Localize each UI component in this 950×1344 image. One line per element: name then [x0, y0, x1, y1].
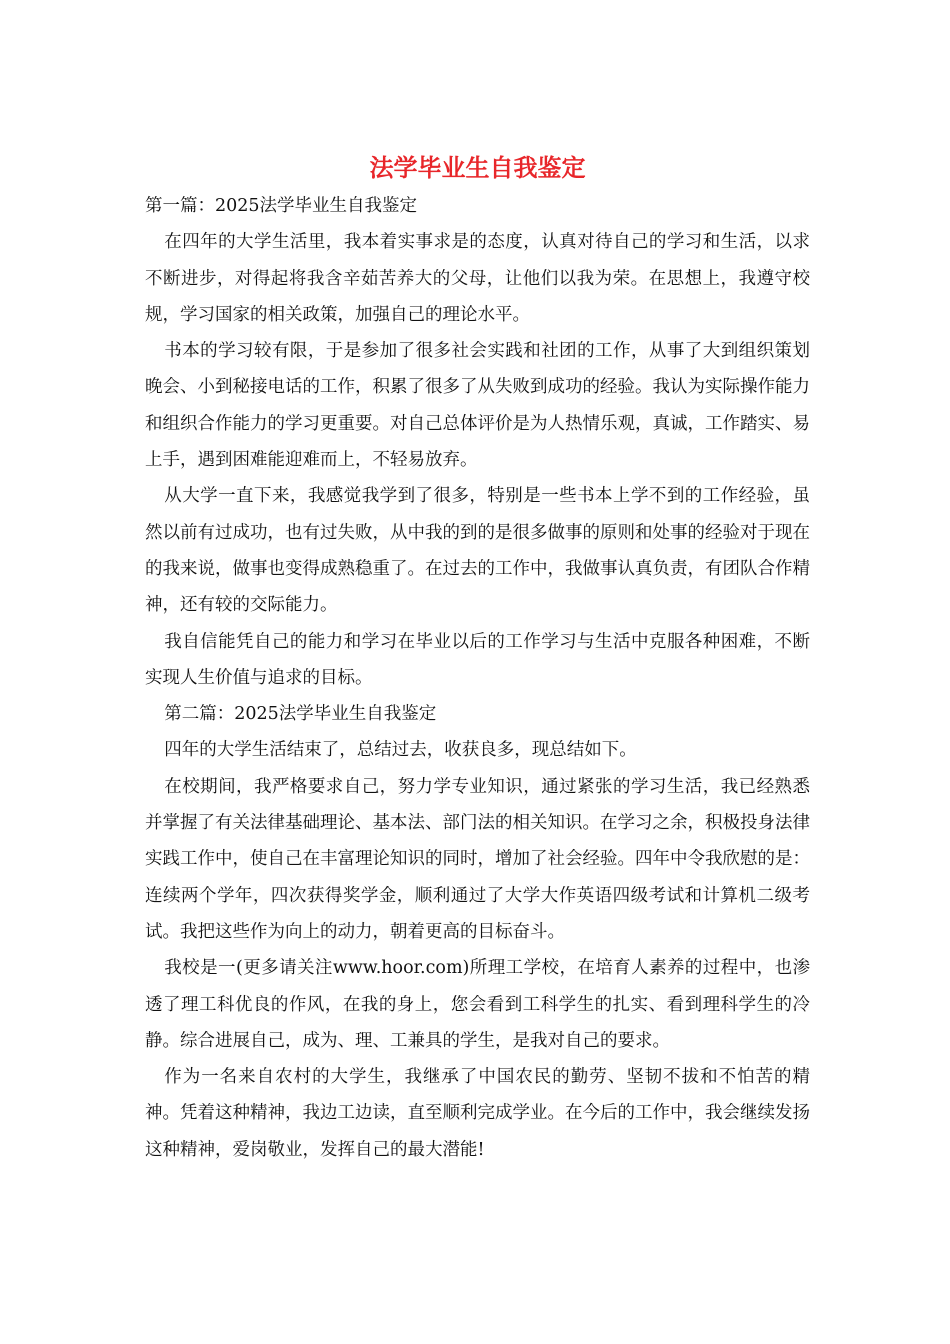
paragraph: 作为一名来自农村的大学生，我继承了中国农民的勤劳、坚韧不拔和不怕苦的精神。凭着这种精神，我边工边读，直至顺利完成学业。在今后的工作中，我会继续发扬这种精神，爱岗敬业，发挥自己的最大潜能! — [145, 1067, 810, 1160]
section-heading-1: 第一篇：2025法学毕业生自我鉴定 — [145, 196, 418, 216]
paragraph: 我自信能凭自己的能力和学习在毕业以后的工作学习与生活中克服各种困难，不断实现人生价值与追求的目标。 — [145, 631, 810, 688]
paragraph: 在校期间，我严格要求自己，努力学专业知识，通过紧张的学习生活，我已经熟悉并掌握了有关法律基础理论、基本法、部门法的相关知识。在学习之余，积极投身法律实践工作中，使自己在丰富理论知识的同时，增加了社会经验。四年中令我欣慰的是：连续两个学年，四次获得奖学金，顺利通过了大学大作英语四级考试和计算机二级考试。我把这些作为向上的动力，朝着更高的目标奋斗。 — [145, 776, 810, 942]
document-title: 法学毕业生自我鉴定 — [369, 153, 586, 182]
paragraph: 书本的学习较有限，于是参加了很多社会实践和社团的工作，从事了大到组织策划晚会、小到秘接电话的工作，积累了很多了从失败到成功的经验。我认为实际操作能力和组织合作能力的学习更重要。对自己总体评价是为人热情乐观，真诚，工作踏实、易上手，遇到困难能迎难而上，不轻易放弃。 — [145, 341, 810, 471]
paragraph: 从大学一直下来，我感觉我学到了很多，特别是一些书本上学不到的工作经验，虽然以前有过成功，也有过失败，从中我的到的是很多做事的原则和处事的经验对于现在的我来说，做事也变得成熟稳重了。在过去的工作中，我做事认真负责，有团队合作精神，还有较的交际能力。 — [145, 486, 810, 616]
paragraph: 四年的大学生活结束了，总结过去，收获良多，现总结如下。 — [164, 740, 637, 761]
paragraph: 我校是一(更多请关注www.hoor.com)所理工学校，在培育人素养的过程中，也渗透了理工科优良的作风，在我的身上，您会看到工科学生的扎实、看到理科学生的冷静。综合进展自己，成为、理、工兼具的学生，是我对自己的要求。 — [145, 958, 810, 1051]
section-heading-2: 第二篇：2025法学毕业生自我鉴定 — [164, 704, 437, 725]
document-page — [145, 150, 810, 1168]
paragraph: 在四年的大学生活里，我本着实事求是的态度，认真对待自己的学习和生活，以求不断进步，对得起将我含辛茹苦养大的父母，让他们以我为荣。在思想上，我遵守校规，学习国家的相关政策，加强自己的理论水平。 — [145, 232, 810, 325]
